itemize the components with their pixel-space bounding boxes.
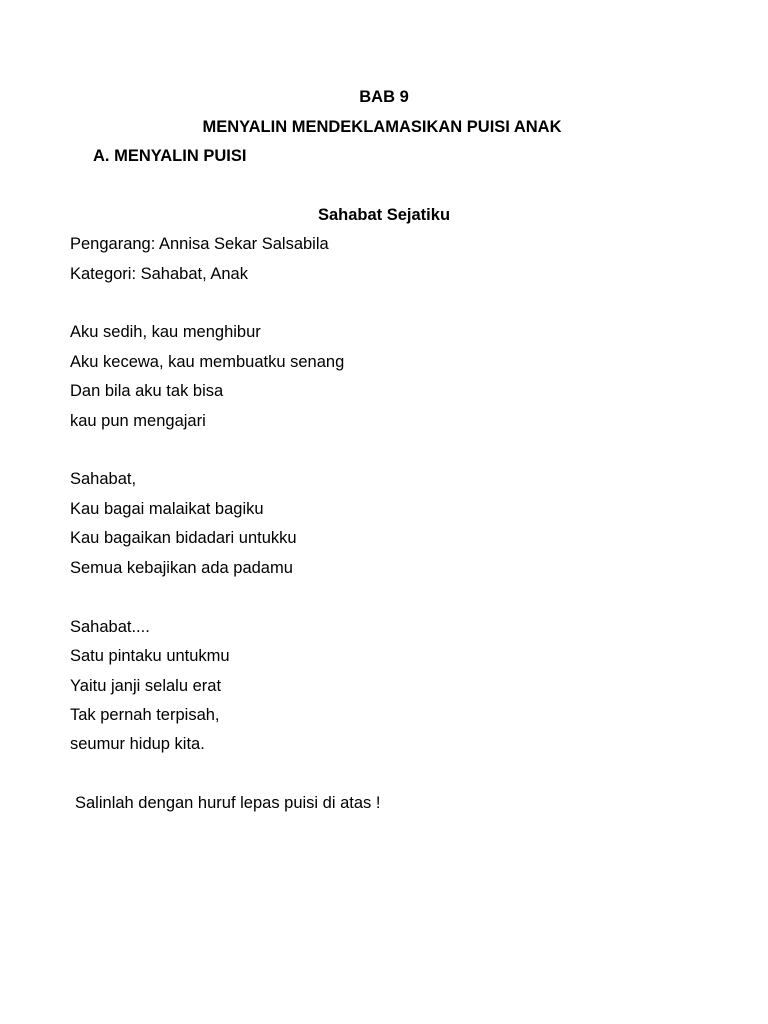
poem-line: kau pun mengajari — [70, 412, 206, 430]
poem-line: Satu pintaku untukmu — [70, 647, 230, 665]
poem-line: Yaitu janji selalu erat — [70, 677, 222, 695]
poem-author: Pengarang: Annisa Sekar Salsabila — [70, 235, 329, 253]
poem-line: Kau bagai malaikat bagiku — [70, 500, 264, 518]
poem-line: Aku sedih, kau menghibur — [70, 323, 261, 341]
poem-category: Kategori: Sahabat, Anak — [70, 265, 248, 283]
poem-line: Semua kebajikan ada padamu — [70, 559, 293, 577]
section-heading: A. MENYALIN PUISI — [93, 147, 247, 165]
poem-title: Sahabat Sejatiku — [317, 206, 451, 224]
poem-line: Dan bila aku tak bisa — [70, 382, 224, 400]
poem-line: seumur hidup kita. — [70, 735, 205, 753]
chapter-number: BAB 9 — [359, 88, 409, 106]
instruction-text: Salinlah dengan huruf lepas puisi di atas ! — [75, 794, 381, 812]
poem-line: Tak pernah terpisah, — [70, 706, 220, 724]
poem-line: Sahabat.... — [70, 618, 150, 636]
poem-line: Sahabat, — [70, 470, 137, 488]
poem-line: Kau bagaikan bidadari untukku — [70, 529, 297, 547]
poem-line: Aku kecewa, kau membuatku senang — [70, 353, 345, 371]
chapter-title: MENYALIN MENDEKLAMASIKAN PUISI ANAK — [202, 118, 562, 136]
